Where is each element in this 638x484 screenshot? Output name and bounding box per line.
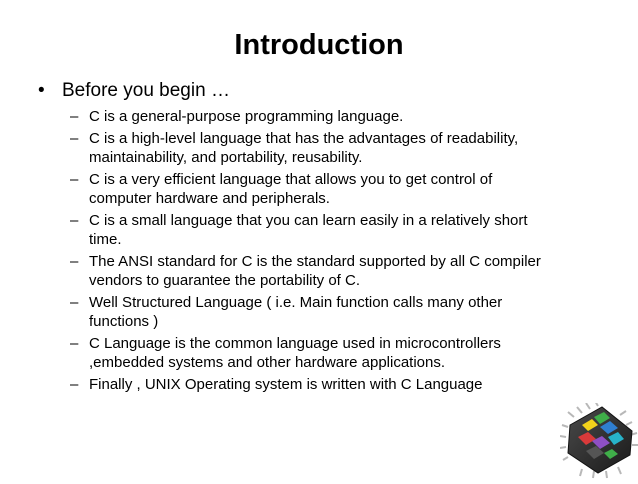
sub-bullet-item <box>70 334 570 372</box>
sub-bullet-line: Finally , UNIX Operating system is written with C Language <box>89 376 483 393</box>
sub-bullet-line: C is a general-purpose programming language. <box>89 108 404 125</box>
sub-bullet-line: time. <box>89 231 122 248</box>
sub-bullet-line: Well Structured Language ( i.e. Main function calls many other <box>89 294 503 311</box>
sub-bullet-line: C Language is the common language used in microcontrollers <box>89 335 501 352</box>
sub-bullet-item <box>70 170 570 208</box>
dash-marker: – <box>70 335 79 352</box>
dash-marker: – <box>70 171 79 188</box>
dash-marker: – <box>70 108 79 125</box>
sub-bullet-line: ,embedded systems and other hardware applications. <box>89 354 446 371</box>
bullet-marker: • <box>38 80 45 101</box>
sub-bullet-line: C is a small language that you can learn easily in a relatively short <box>89 212 528 229</box>
sub-bullet-line: C is a high-level language that has the advantages of readability, <box>89 130 519 147</box>
sub-bullet-line: functions ) <box>89 313 159 330</box>
sub-bullet-item <box>70 129 570 167</box>
sub-bullet-item <box>70 252 570 290</box>
dash-marker: – <box>70 294 79 311</box>
sub-bullet-line: vendors to guarantee the portability of C. <box>89 272 360 289</box>
microchip-icon <box>560 403 638 479</box>
dash-marker: – <box>70 376 79 393</box>
sub-bullet-item <box>70 375 570 394</box>
sub-bullet-line: C is a very efficient language that allows you to get control of <box>89 171 493 188</box>
microchip-graphic <box>560 403 638 479</box>
sub-bullet-item <box>70 293 570 331</box>
sub-bullet-list <box>70 107 570 397</box>
sub-bullet-line: maintainability, and portability, reusability. <box>89 149 363 166</box>
slide-title: Introduction <box>234 29 404 61</box>
dash-marker: – <box>70 130 79 147</box>
sub-bullet-item <box>70 107 570 126</box>
dash-marker: – <box>70 253 79 270</box>
sub-bullet-item <box>70 211 570 249</box>
main-bullet-text: Before you begin … <box>62 80 230 101</box>
dash-marker: – <box>70 212 79 229</box>
sub-bullet-line: computer hardware and peripherals. <box>89 190 330 207</box>
sub-bullet-line: The ANSI standard for C is the standard supported by all C compiler <box>89 253 541 270</box>
main-bullet <box>38 79 230 103</box>
